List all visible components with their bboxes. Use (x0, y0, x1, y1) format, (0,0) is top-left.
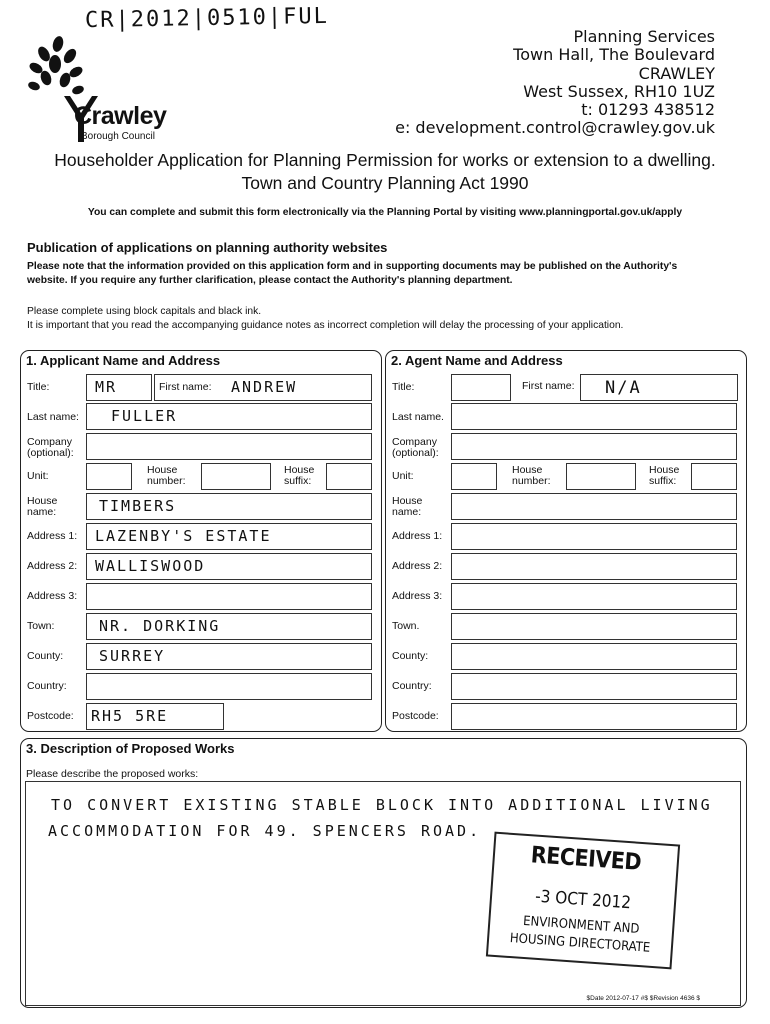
agent-unit-field[interactable] (451, 463, 497, 490)
address1-label: Address 1: (27, 530, 78, 542)
stamp-received: RECEIVED (529, 842, 642, 876)
applicant-panel (20, 350, 382, 732)
applicant-postcode-value: RH5 5RE (91, 707, 169, 725)
publication-heading: Publication of applications on planning authority websites (27, 240, 388, 255)
revision-footer: $Date 2012-07-17 #$ $Revision 4636 $ (586, 995, 700, 1002)
stamp-dept-2: HOUSING DIRECTORATE (509, 931, 651, 956)
agent-unit-label: Unit: (392, 470, 414, 482)
application-reference: CR|2012|0510|FUL (84, 3, 330, 34)
applicant-last-name-value: FULLER (111, 407, 178, 425)
agent-last-name-label: Last name. (392, 411, 444, 423)
applicant-house-suffix-field[interactable] (326, 463, 372, 490)
works-prompt: Please describe the proposed works: (26, 768, 199, 780)
applicant-unit-field[interactable] (86, 463, 132, 490)
agent-postcode-label: Postcode: (392, 710, 439, 722)
agent-house-number-label-1: House (512, 464, 543, 476)
house-name-label-2: name: (27, 506, 57, 518)
stamp-dept-1: ENVIRONMENT AND (522, 913, 640, 937)
agent-address3-field[interactable] (451, 583, 737, 610)
instruction-line-2: It is important that you read the accompanying guidance notes as incorrect completion will delay the processing of your application. (27, 319, 624, 331)
applicant-first-name-field[interactable] (154, 374, 372, 401)
applicant-house-number-field[interactable] (201, 463, 271, 490)
agent-heading: 2. Agent Name and Address (391, 353, 563, 368)
logo-brand: Crawley (74, 102, 167, 130)
received-stamp (486, 832, 680, 970)
agent-address1-field[interactable] (451, 523, 737, 550)
address3-label: Address 3: (27, 590, 78, 602)
agent-house-suffix-label-2: suffix: (649, 475, 677, 487)
agent-house-name-label-2: name: (392, 506, 422, 518)
publication-note: Please note that the information provided on this application form and in supporting documents may be published on the Authority's website. If you require any further clarification, please contact the Authority's planning department. (27, 261, 678, 286)
country-label: Country: (27, 680, 67, 692)
house-suffix-label-1: House (284, 464, 315, 476)
agent-first-name-label: First name: (522, 380, 575, 392)
works-heading: 3. Description of Proposed Works (26, 741, 235, 756)
applicant-address1-value: LAZENBY'S ESTATE (95, 527, 272, 545)
unit-label: Unit: (27, 470, 49, 482)
act-title: Town and Country Planning Act 1990 (241, 173, 529, 193)
applicant-house-name-field[interactable] (86, 493, 372, 520)
form-title: Householder Application for Planning Permission for works or extension to a dwelling. (54, 150, 716, 170)
last-name-label: Last name: (27, 411, 79, 423)
postcode-label: Postcode: (27, 710, 74, 722)
applicant-postcode-field[interactable] (86, 703, 224, 730)
applicant-county-value: SURREY (99, 647, 166, 665)
applicant-address1-field[interactable] (86, 523, 372, 550)
instruction-line-1: Please complete using block capitals and black ink. (27, 306, 262, 317)
agent-address3-label: Address 3: (392, 590, 443, 602)
agent-house-name-field[interactable] (451, 493, 737, 520)
applicant-company-field[interactable] (86, 433, 372, 460)
applicant-heading: 1. Applicant Name and Address (26, 353, 221, 368)
authority-phone: t: 01293 438512 (581, 100, 715, 120)
authority-address (395, 28, 715, 138)
town-label: Town: (27, 620, 55, 632)
agent-town-label: Town. (392, 620, 420, 632)
house-name-label-1: House (27, 495, 58, 507)
applicant-last-name-field[interactable] (86, 403, 372, 430)
title-label: Title: (27, 381, 50, 393)
applicant-address3-field[interactable] (86, 583, 372, 610)
agent-title-label: Title: (392, 381, 415, 393)
address2-label: Address 2: (27, 560, 78, 572)
agent-country-label: Country: (392, 680, 432, 692)
agent-county-field[interactable] (451, 643, 737, 670)
authority-dept: Planning Services (573, 27, 715, 46)
agent-panel (385, 350, 747, 732)
applicant-town-value: NR. DORKING (99, 617, 221, 635)
applicant-house-name-value: TIMBERS (99, 497, 177, 515)
agent-town-field[interactable] (451, 613, 737, 640)
agent-first-name-field[interactable] (580, 374, 738, 401)
house-suffix-label-2: suffix: (284, 475, 312, 487)
stamp-date: -3 OCT 2012 (534, 886, 632, 914)
county-label: County: (27, 650, 64, 662)
logo-subtitle: Borough Council (81, 131, 155, 142)
agent-house-number-label-2: number: (512, 475, 551, 487)
agent-house-name-label-1: House (392, 495, 423, 507)
agent-address2-label: Address 2: (392, 560, 443, 572)
applicant-first-name-value: ANDREW (231, 378, 298, 396)
agent-last-name-field[interactable] (451, 403, 737, 430)
council-logo (26, 34, 176, 142)
agent-address2-field[interactable] (451, 553, 737, 580)
agent-company-label-2: (optional): (392, 447, 439, 459)
house-number-label-2: number: (147, 475, 186, 487)
works-line-2: ACCOMMODATION FOR 49. SPENCERS ROAD. (48, 822, 482, 840)
agent-company-field[interactable] (451, 433, 737, 460)
applicant-title-field[interactable] (86, 374, 152, 401)
works-line-1: TO CONVERT EXISTING STABLE BLOCK INTO ADDITIONAL LIVING (51, 796, 713, 814)
applicant-town-field[interactable] (86, 613, 372, 640)
agent-address1-label: Address 1: (392, 530, 443, 542)
authority-line3: West Sussex, RH10 1UZ (523, 81, 715, 101)
agent-house-suffix-label-1: House (649, 464, 680, 476)
agent-title-field[interactable] (451, 374, 511, 401)
authority-city: CRAWLEY (638, 63, 715, 83)
authority-email: e: development.control@crawley.gov.uk (395, 118, 715, 138)
instructions (27, 305, 747, 332)
agent-postcode-field[interactable] (451, 703, 737, 730)
agent-house-suffix-field[interactable] (691, 463, 737, 490)
company-label-1: Company (27, 436, 72, 448)
applicant-address2-field[interactable] (86, 553, 372, 580)
applicant-title-value: MR (95, 378, 118, 396)
applicant-county-field[interactable] (86, 643, 372, 670)
house-number-label-1: House (147, 464, 178, 476)
electronic-note: You can complete and submit this form electronically via the Planning Portal by visiting www.planningportal.gov.uk/apply (87, 207, 683, 218)
first-name-label: First name: (159, 381, 212, 393)
company-label-2: (optional): (27, 447, 74, 459)
authority-line1: Town Hall, The Boulevard (513, 45, 715, 65)
agent-county-label: County: (392, 650, 429, 662)
applicant-country-field[interactable] (86, 673, 372, 700)
agent-first-name-value: N/A (605, 378, 642, 398)
applicant-address2-value: WALLISWOOD (95, 557, 206, 575)
agent-company-label-1: Company (392, 436, 437, 448)
agent-country-field[interactable] (451, 673, 737, 700)
agent-house-number-field[interactable] (566, 463, 636, 490)
